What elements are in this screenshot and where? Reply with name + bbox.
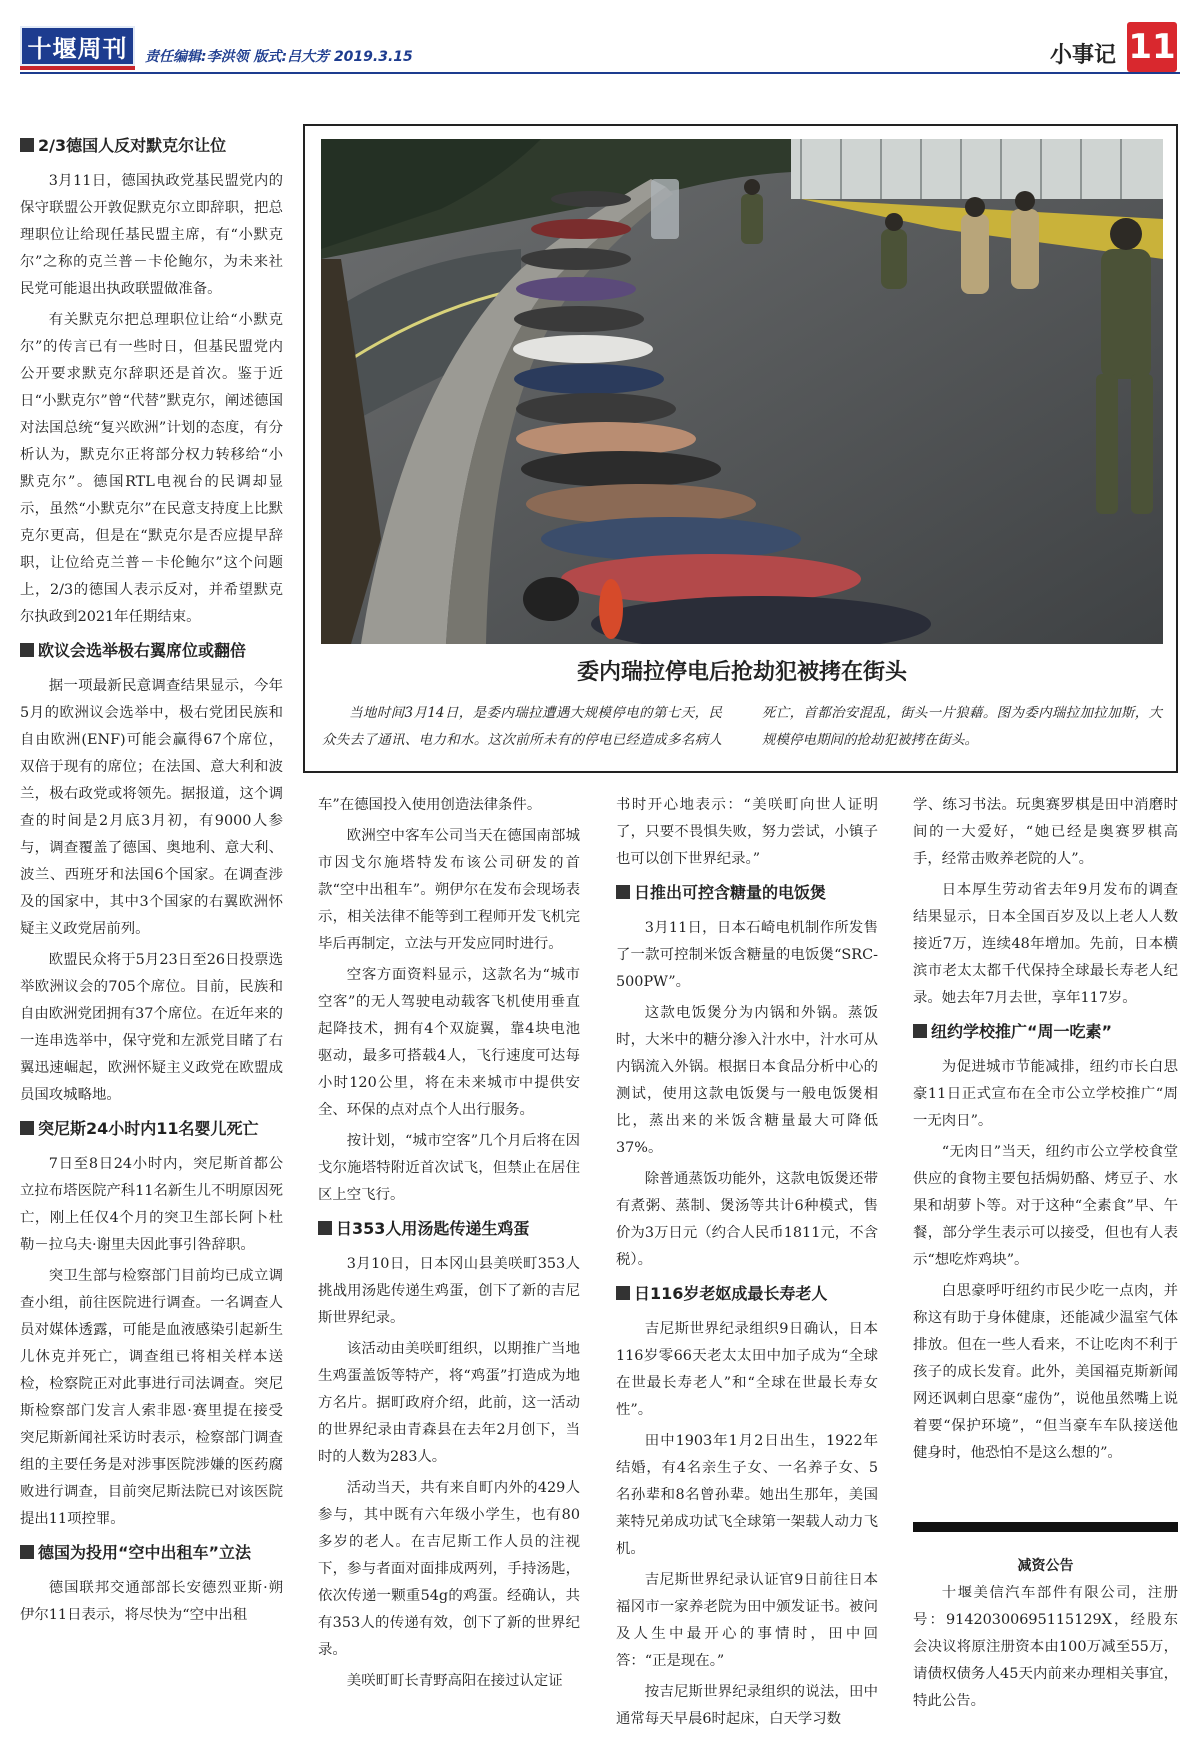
article-paragraph: 为促进城市节能减排，纽约市长白思豪11日正式宣布在全市公立学校推广“周一无肉日”。 xyxy=(913,1059,1178,1129)
column-4 xyxy=(913,792,1178,1471)
editor-line: 责任编辑:李洪领 版式:吕大芳 2019.3.15 xyxy=(145,49,413,65)
article-paragraph: 这款电饭煲分为内锅和外锅。蒸饭时，大米中的糖分渗入汁水中，汁水可从内锅流入外锅。根据日本食品分析中心的测试，使用这款电饭煲与一般电饭煲相比，蒸出来的米饭含糖量最大可降低37%。 xyxy=(616,1005,878,1156)
article-paragraph: 美咲町町长青野高阳在接过认定证 xyxy=(346,1673,563,1689)
article-title: 日推出可控含糖量的电饭煲 xyxy=(616,881,878,905)
newspaper-logo: 十堰周刊 xyxy=(20,26,135,66)
article-paragraph: 7日至8日24小时内，突尼斯首都公立拉布塔医院产科11名新生儿不明原因死亡，刚上任仅4个月的突卫生部长阿卜杜勒－拉乌夫·谢里夫因此事引咎辞职。 xyxy=(20,1156,283,1253)
bullet-square-icon xyxy=(616,1286,630,1300)
article-paragraph: 欧盟民众将于5月23日至26日投票选举欧洲议会的705个席位。目前，民族和自由欧洲党团拥有37个席位。在近年来的一连串选举中，保守党和左派党目睹了右翼迅速崛起，欧洲怀疑主义政党在欧盟成员国攻城略地。 xyxy=(20,952,283,1103)
article-paragraph: 据一项最新民意调查结果显示，今年5月的欧洲议会选举中，极右党团民族和自由欧洲(ENF)可能会赢得67个席位，双倍于现有的席位；在法国、意大利和波兰，极右政党或将领先。据报道，这个调查的时间是2月底3月初，有9000人参与，调查覆盖了德国、奥地利、意大利、波兰、西班牙和法国6个国家。在调查涉及的国家中，其中3个国家的右翼欧洲怀疑主义政党居前列。 xyxy=(20,678,283,937)
notice-rule xyxy=(913,1522,1178,1532)
article-title: 德国为投用“空中出租车”立法 xyxy=(20,1541,283,1565)
column-2 xyxy=(318,792,580,1699)
bullet-square-icon xyxy=(616,885,630,899)
article-paragraph-continued: 车”在德国投入使用创造法律条件。 xyxy=(318,797,542,813)
bullet-square-icon xyxy=(20,643,34,657)
article-paragraph-continued: 学、练习书法。玩奥赛罗棋是田中消磨时间的一大爱好，“她已经是奥赛罗棋高手，经常击败养老院的人”。 xyxy=(913,797,1178,867)
section-title: 小事记 xyxy=(1050,43,1117,68)
article-paragraph: 3月11日，德国执政党基民盟党内的保守联盟公开敦促默克尔立即辞职，把总理职位让给现任基民盟主席，有“小默克尔”之称的克兰普－卡伦鲍尔，为未来社民党可能退出执政联盟做准备。 xyxy=(20,173,283,297)
article-title: 欧议会选举极右翼席位或翻倍 xyxy=(20,639,283,663)
article-title: 日353人用汤匙传递生鸡蛋 xyxy=(318,1217,580,1241)
notice-title: 减资公告 xyxy=(1017,1558,1074,1574)
bullet-square-icon xyxy=(20,1121,34,1135)
header-rule xyxy=(20,72,1180,74)
news-photo-illustration xyxy=(321,139,1163,644)
news-photo xyxy=(321,139,1163,644)
bullet-square-icon xyxy=(913,1024,927,1038)
article-paragraph: 3月10日，日本冈山县美咲町353人挑战用汤匙传递生鸡蛋，创下了新的吉尼斯世界纪录。 xyxy=(318,1256,580,1326)
article-paragraph: 按计划，“城市空客”几个月后将在因戈尔施塔特附近首次试飞，但禁止在居住区上空飞行。 xyxy=(318,1133,580,1203)
photo-title: 委内瑞拉停电后抢劫犯被拷在街头 xyxy=(576,659,907,685)
column-1 xyxy=(20,126,283,1633)
article-paragraph: 突卫生部与检察部门目前均已成立调查小组，前往医院进行调查。一名调查人员对媒体透露，可能是血液感染引起新生儿休克并死亡，调查组已将相关样本送检，检察院正对此事进行司法调查。突尼斯检察部门发言人索非恩·赛里提在接受突尼斯新闻社采访时表示，检察部门调查组的主要任务是对涉事医院涉嫌的医药腐败进行调查，目前突尼斯法院已对该医院提出11项控罪。 xyxy=(20,1268,283,1527)
article-paragraph: 活动当天，共有来自町内外的429人参与，其中既有六年级小学生，也有80多岁的老人。在吉尼斯工作人员的注视下，参与者面对面排成两列，手持汤匙，依次传递一颗重54g的鸡蛋。经确认，共有353人的传递有效，创下了新的世界纪录。 xyxy=(318,1480,580,1658)
bullet-square-icon xyxy=(20,138,34,152)
article-title: 日116岁老妪成最长寿老人 xyxy=(616,1282,878,1306)
article-paragraph: 该活动由美咲町组织，以期推广当地生鸡蛋盖饭等特产，将“鸡蛋”打造成为地方名片。据町政府介绍，此前，这一活动的世界纪录由青森县在去年2月创下，当时的人数为283人。 xyxy=(318,1341,580,1465)
article-title: 突尼斯24小时内11名婴儿死亡 xyxy=(20,1117,283,1141)
notice-text: 十堰美信汽车部件有限公司，注册号：91420300695115129X，经股东会决议将原注册资本由100万减至55万，请债权债务人45天内前来办理相关事宜，特此公告。 xyxy=(913,1585,1178,1709)
article-paragraph: 日本厚生劳动省去年9月发布的调查结果显示，日本全国百岁及以上老人人数接近7万，连续48年增加。先前，日本横滨市老太太都千代保持全球最长寿老人纪录。她去年7月去世，享年117岁。 xyxy=(913,882,1178,1006)
article-paragraph: 田中1903年1月2日出生，1922年结婚，有4名亲生子女、一名养子女、5名孙辈和8名曾孙辈。她出生那年，美国莱特兄弟成功试飞全球第一架载人动力飞机。 xyxy=(616,1433,878,1557)
article-paragraph: 吉尼斯世界纪录组织9日确认，日本116岁零66天老太太田中加子成为“全球在世最长寿老人”和“全球在世最长寿女性”。 xyxy=(616,1321,878,1418)
article-paragraph: 按吉尼斯世界纪录组织的说法，田中通常每天早晨6时起床，白天学习数 xyxy=(616,1684,878,1727)
bullet-square-icon xyxy=(318,1221,332,1235)
photo-caption xyxy=(322,700,1162,754)
column-3 xyxy=(616,792,878,1737)
notice-body xyxy=(913,1580,1178,1715)
article-paragraph-continued: 书时开心地表示：“美咲町向世人证明了，只要不畏惧失败，努力尝试，小镇子也可以创下世界纪录。” xyxy=(616,797,878,867)
article-paragraph: 空客方面资料显示，这款名为“城市空客”的无人驾驶电动载客飞机使用垂直起降技术，拥有4个双旋翼，靠4块电池驱动，最多可搭载4人，飞行速度可达每小时120公里，将在未来城市中提供安全、环保的点对点个人出行服务。 xyxy=(318,967,580,1118)
article-paragraph: 3月11日，日本石崎电机制作所发售了一款可控制米饭含糖量的电饭煲“SRC-500PW”。 xyxy=(616,920,878,990)
article-paragraph: 有关默克尔把总理职位让给“小默克尔”的传言已有一些时日，但基民盟党内公开要求默克尔辞职还是首次。鉴于近日“小默克尔”曾“代替”默克尔，阐述德国对法国总统“复兴欧洲”计划的态度，有分析认为，默克尔正将部分权力转移给“小默克尔”。德国RTL电视台的民调却显示，虽然“小默克尔”在民意支持度上比默克尔更高，但是在“默克尔是否应提早辞职，让位给克兰普－卡伦鲍尔”这个问题上，2/3的德国人表示反对，并希望默克尔执政到2021年任期结束。 xyxy=(20,312,283,625)
article-paragraph: 除普通蒸饭功能外，这款电饭煲还带有煮粥、蒸制、煲汤等共计6种模式，售价为3万日元（约合人民币1811元，不含税）。 xyxy=(616,1171,878,1268)
article-paragraph: 欧洲空中客车公司当天在德国南部城市因戈尔施塔特发布该公司研发的首款“空中出租车”。朔伊尔在发布会现场表示，相关法律不能等到工程师开发飞机完毕后再制定，立法与开发应同时进行。 xyxy=(318,828,580,952)
bullet-square-icon xyxy=(20,1545,34,1559)
article-paragraph: “无肉日”当天，纽约市公立学校食堂供应的食物主要包括焗奶酪、烤豆子、水果和胡萝卜等。对于这种“全素食”早、午餐，部分学生表示可以接受，但也有人表示“想吃炸鸡块”。 xyxy=(913,1144,1178,1268)
article-paragraph: 吉尼斯世界纪录认证官9日前往日本福冈市一家养老院为田中颁发证书。被问及人生中最开心的事情时，田中回答：“正是现在。” xyxy=(616,1572,878,1669)
article-title: 纽约学校推广“周一吃素” xyxy=(913,1020,1178,1044)
article-paragraph: 白思豪呼吁纽约市民少吃一点肉，并称这有助于身体健康，还能减少温室气体排放。但在一些人看来，不让吃肉不利于孩子的成长发育。此外，美国福克斯新闻网还讽刺白思豪“虚伪”，说他虽然嘴上说着要“保护环境”，“但当豪车车队接送他健身时，他恐怕不是这么想的”。 xyxy=(913,1283,1178,1461)
article-paragraph: 德国联邦交通部部长安德烈亚斯·朔伊尔11日表示，将尽快为“空中出租 xyxy=(20,1580,283,1623)
article-title: 2/3德国人反对默克尔让位 xyxy=(20,134,283,158)
page-number-badge: 11 xyxy=(1127,22,1177,72)
photo-caption-text: 当地时间3月14日，是委内瑞拉遭遇大规模停电的第七天，民众失去了通讯、电力和水。这次前所未有的停电已经造成多名病人死亡，首都治安混乱，街头一片狼藉。图为委内瑞拉加拉加斯，大规模停电期间的抢劫犯被拷在街头。 xyxy=(322,705,1162,748)
